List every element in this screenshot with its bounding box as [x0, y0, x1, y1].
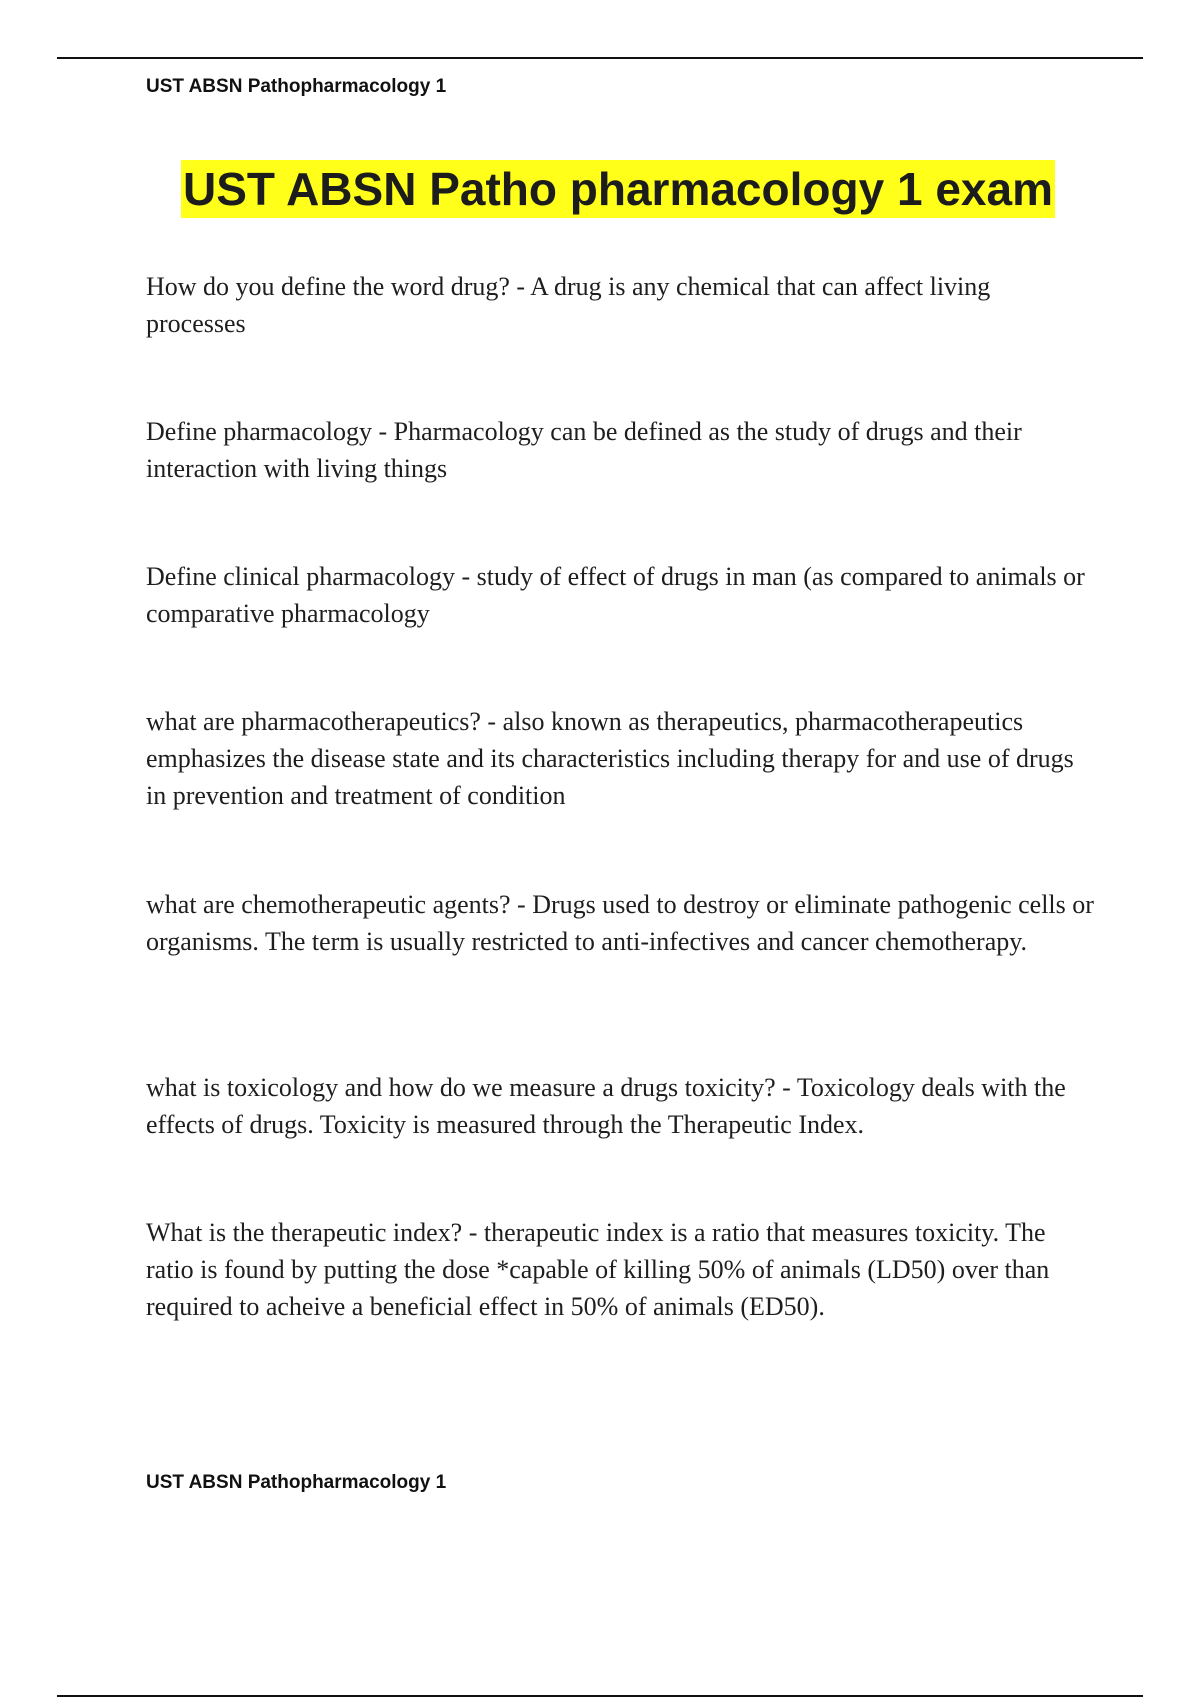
header-rule: [57, 57, 1143, 59]
qa-entry-drug-definition: How do you define the word drug? - A drug is any chemical that can affect living processes: [146, 272, 991, 338]
qa-entry-therapeutic-index: What is the therapeutic index? - therapeutic index is a ratio that measures toxicity. The ratio is found by putting the dose *capable of killing 50% of animals (LD50) over than required to acheive a beneficial effect in 50% of animals (ED50).: [146, 1218, 1050, 1321]
qa-entry-pharmacology: Define pharmacology - Pharmacology can be defined as the study of drugs and their interaction with living things: [146, 417, 1022, 483]
qa-entry-pharmacotherapeutics: what are pharmacotherapeutics? - also known as therapeutics, pharmacotherapeutics emphasizes the disease state and its characteristics including therapy for and use of drugs in prevention and treatment of condition: [146, 707, 1074, 810]
running-header: UST ABSN Pathopharmacology 1: [146, 76, 447, 97]
qa-entry-clinical-pharmacology: Define clinical pharmacology - study of effect of drugs in man (as compared to animals or comparative pharmacology: [146, 562, 1085, 628]
document-title: UST ABSN Patho pharmacology 1 exam: [181, 160, 1055, 218]
qa-entry-toxicology: what is toxicology and how do we measure a drugs toxicity? - Toxicology deals with the effects of drugs. Toxicity is measured through the Therapeutic Index.: [146, 1073, 1066, 1139]
running-footer: UST ABSN Pathopharmacology 1: [146, 1472, 447, 1493]
title-container: [0, 160, 1200, 218]
footer-rule: [57, 1695, 1143, 1697]
qa-entry-chemotherapeutic-agents: what are chemotherapeutic agents? - Drugs used to destroy or eliminate pathogenic cells or organisms. The term is usually restricted to anti-infectives and cancer chemotherapy.: [146, 890, 1094, 956]
